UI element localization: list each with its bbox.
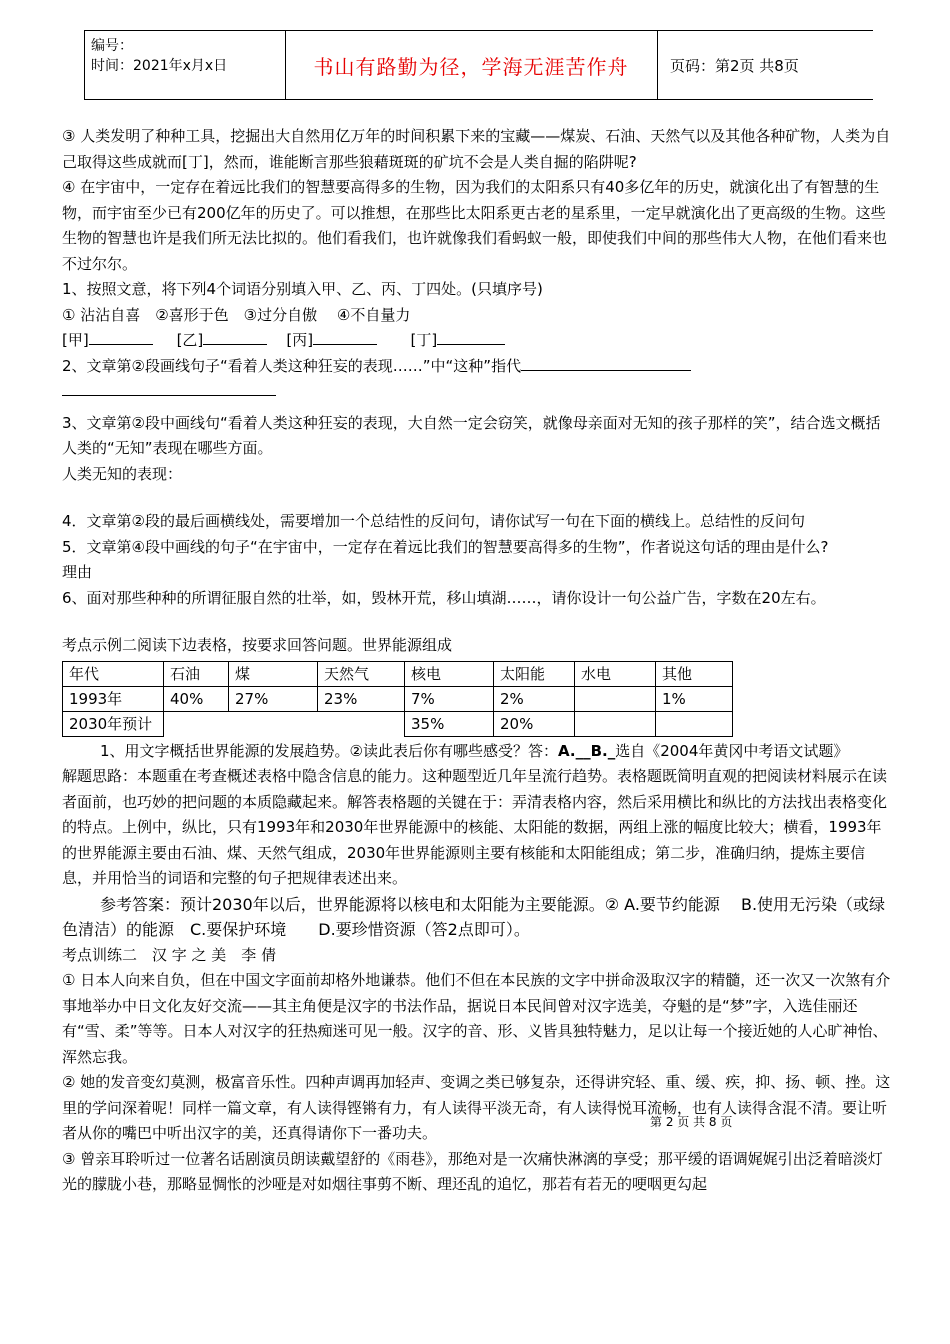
table-header-cell: 水电 [575, 661, 656, 686]
energy-table [62, 661, 733, 737]
table-cell: 23% [318, 686, 405, 711]
blank-bing-line [313, 328, 377, 345]
header-meta-cell [85, 31, 286, 99]
page-header [84, 30, 873, 100]
table-cell: 35% [405, 711, 494, 736]
example-2-question-text: 1、用文字概括世界能源的发展趋势。②读此表后你有哪些感受？答： [100, 741, 558, 760]
question-2-line [62, 379, 892, 405]
blank-jia-label: [甲] [62, 331, 89, 349]
table-cell [575, 711, 656, 736]
table-cell [656, 711, 733, 736]
table-cell: 7% [405, 686, 494, 711]
training-2-paragraph-1: ① 日本人向来自负，但在中国文字面前却格外地谦恭。他们不但在本民族的文字中拼命汲取汉字的精髓，还一次又一次煞有介事地举办中日文化友好交流——其主角便是汉字的书法作品，据说日本民间曾对汉字选美，夺魁的是“梦”字，入选佳丽还有“雪、柔”等等。日本人对汉字的狂热痴迷可见一般。汉字的音、形、义皆具独特魅力，足以让每一个接近她的人心旷神怡、浑然忘我。 [62, 971, 891, 1066]
table-header-row [63, 661, 733, 686]
question-6: 6、面对那些种种的所谓征服自然的壮举，如，毁林开荒，移山填湖……，请你设计一句公益广告，字数在20左右。 [62, 588, 826, 607]
paragraph-3: ③ 人类发明了种种工具，挖掘出大自然用亿万年的时间积累下来的宝藏——煤炭、石油、天然气以及其他各种矿物，人类为自己取得这些成就而[丁]，然而，谁能断言那些狼藉斑斑的矿坑不会是人类自掘的陷阱呢? [62, 127, 891, 171]
header-motto-cell [285, 31, 658, 99]
question-3-answer-label: 人类无知的表现： [62, 464, 183, 483]
table-header-cell: 煤 [229, 661, 318, 686]
example-2-analysis: 解题思路：本题重在考查概述表格中隐含信息的能力。这种题型近几年呈流行趋势。表格题既简明直观的把阅读材料展示在读者面前，也巧妙的把问题的本质隐藏起来。解答表格题的关键在于：弄清表格内容，然后采用横比和纵比的方法找出表格变化的特点。上例中，纵比，只有1993年和2030年世界能源中的核能、太阳能的数据，两组上涨的幅度比较大；横看，1993年的世界能源主要由石油、煤、天然气组成，2030年世界能源则主要有核能和太阳能组成；第二步，准确归纳，提炼主要信息，并用恰当的词语和完整的句子把规律表述出来。 [62, 767, 888, 887]
example-2-question [62, 739, 892, 765]
table-cell [318, 711, 405, 736]
table-row [63, 686, 733, 711]
table-cell [575, 686, 656, 711]
table-row [63, 711, 733, 736]
question-5-answer-label: 理由 [62, 563, 93, 581]
paragraph-4: ④ 在宇宙中，一定存在着远比我们的智慧要高得多的生物，因为我们的太阳系只有40多亿年的历史，就演化出了有智慧的生物，而宇宙至少已有200亿年的历史了。可以推想，在那些比太阳系更古老的星系里，一定早就演化出了更高级的生物。这些生物的智慧也许是我们所无法比拟的。他们看我们，也许就像我们看蚂蚁一般，即使我们中间的那些伟大人物，在他们看来也不过尔尔。 [62, 178, 888, 273]
answer-blanks: A.__B._ [558, 741, 616, 760]
question-1: 1、按照文意，将下列4个词语分别填入甲、乙、丙、丁四处。(只填序号) [62, 280, 543, 298]
table-header-cell: 天然气 [318, 661, 405, 686]
question-2-text: 2、文章第②段画线句子“看着人类这种狂妄的表现……”中“这种”指代 [62, 356, 522, 375]
page-info: 页码：第2页 共8页 [670, 56, 799, 75]
document-body [62, 124, 892, 1198]
blank-yi-label: [乙] [176, 331, 204, 349]
table-cell: 40% [164, 686, 229, 711]
example-2-source: 选自《2004年黄冈中考语文试题》 [615, 741, 849, 760]
question-1-options: ① 沾沾自喜 ②喜形于色 ③过分自傲 ④不自量力 [62, 305, 411, 324]
question-4: 4．文章第②段的最后画横线处，需要增加一个总结性的反问句，请你试写一句在下面的横线上。总结性的反问句 [62, 512, 805, 530]
question-3: 3、文章第②段中画线句“看着人类这种狂妄的表现，大自然一定会窃笑，就像母亲面对无知的孩子那样的笑”，结合选文概括人类的“无知”表现在哪些方面。 [62, 413, 881, 457]
blank-jia-line [89, 328, 153, 345]
table-cell: 20% [494, 711, 575, 736]
training-2-title: 考点训练二 汉 字 之 美 李 倩 [62, 945, 277, 964]
blank-ding-line [437, 328, 505, 345]
example-2-intro: 考点示例二阅读下边表格，按要求回答问题。世界能源组成 [62, 636, 453, 654]
answer-line [521, 354, 691, 371]
document-date: 时间：2021年x月x日 [91, 58, 228, 74]
question-5: 5．文章第④段中画线的句子“在宇宙中，一定存在着远比我们的智慧要高得多的生物”，作者说这句话的理由是什么? [62, 537, 829, 556]
table-header-cell: 太阳能 [494, 661, 575, 686]
table-cell: 1993年 [63, 686, 164, 711]
table-header-cell: 石油 [164, 661, 229, 686]
example-2-answer: 参考答案：预计2030年以后，世界能源将以核电和太阳能为主要能源。② A.要节约能源 B.使用无污染（或绿色清洁）的能源 C.要保护环境 D.要珍惜资源（答2点即可）。 [62, 894, 886, 939]
table-cell: 2% [494, 686, 575, 711]
question-1-blanks [62, 328, 892, 354]
table-cell: 2030年预计 [63, 711, 164, 736]
table-header-cell: 其他 [656, 661, 733, 686]
motto: 书山有路勤为径，学海无涯苦作舟 [313, 54, 629, 79]
table-cell: 27% [229, 686, 318, 711]
blank-ding-label: [丁] [410, 331, 438, 349]
page-footer: 第 2 页 共 8 页 [650, 1115, 733, 1129]
table-cell: 1% [656, 686, 733, 711]
answer-line [62, 379, 276, 396]
table-cell [229, 711, 318, 736]
table-cell [164, 711, 229, 736]
document-number: 编号： [91, 38, 133, 54]
table-header-cell: 年代 [63, 661, 164, 686]
header-page-cell [658, 31, 873, 99]
question-2 [62, 354, 892, 380]
blank-yi-line [203, 328, 267, 345]
training-2-paragraph-2: ② 她的发音变幻莫测，极富音乐性。四种声调再加轻声、变调之类已够复杂，还得讲究轻、重、缓、疾，抑、扬、顿、挫。这里的学问深着呢！同样一篇文章，有人读得铿锵有力，有人读得平淡无奇，有人读得悦耳流畅，也有人读得含混不清。要让听者从你的嘴巴中听出汉字的美，还真得请你下一番功夫。 [62, 1073, 891, 1142]
table-header-cell: 核电 [405, 661, 494, 686]
training-2-paragraph-3: ③ 曾亲耳聆听过一位著名话剧演员朗读戴望舒的《雨巷》，那绝对是一次痛快淋漓的享受；那平缓的语调娓娓引出泛着暗淡灯光的朦胧小巷，那略显惆怅的沙哑是对如烟往事剪不断、理还乱的追忆，那若有若无的哽咽更勾起 [62, 1149, 883, 1193]
blank-bing-label: [丙] [286, 331, 314, 349]
